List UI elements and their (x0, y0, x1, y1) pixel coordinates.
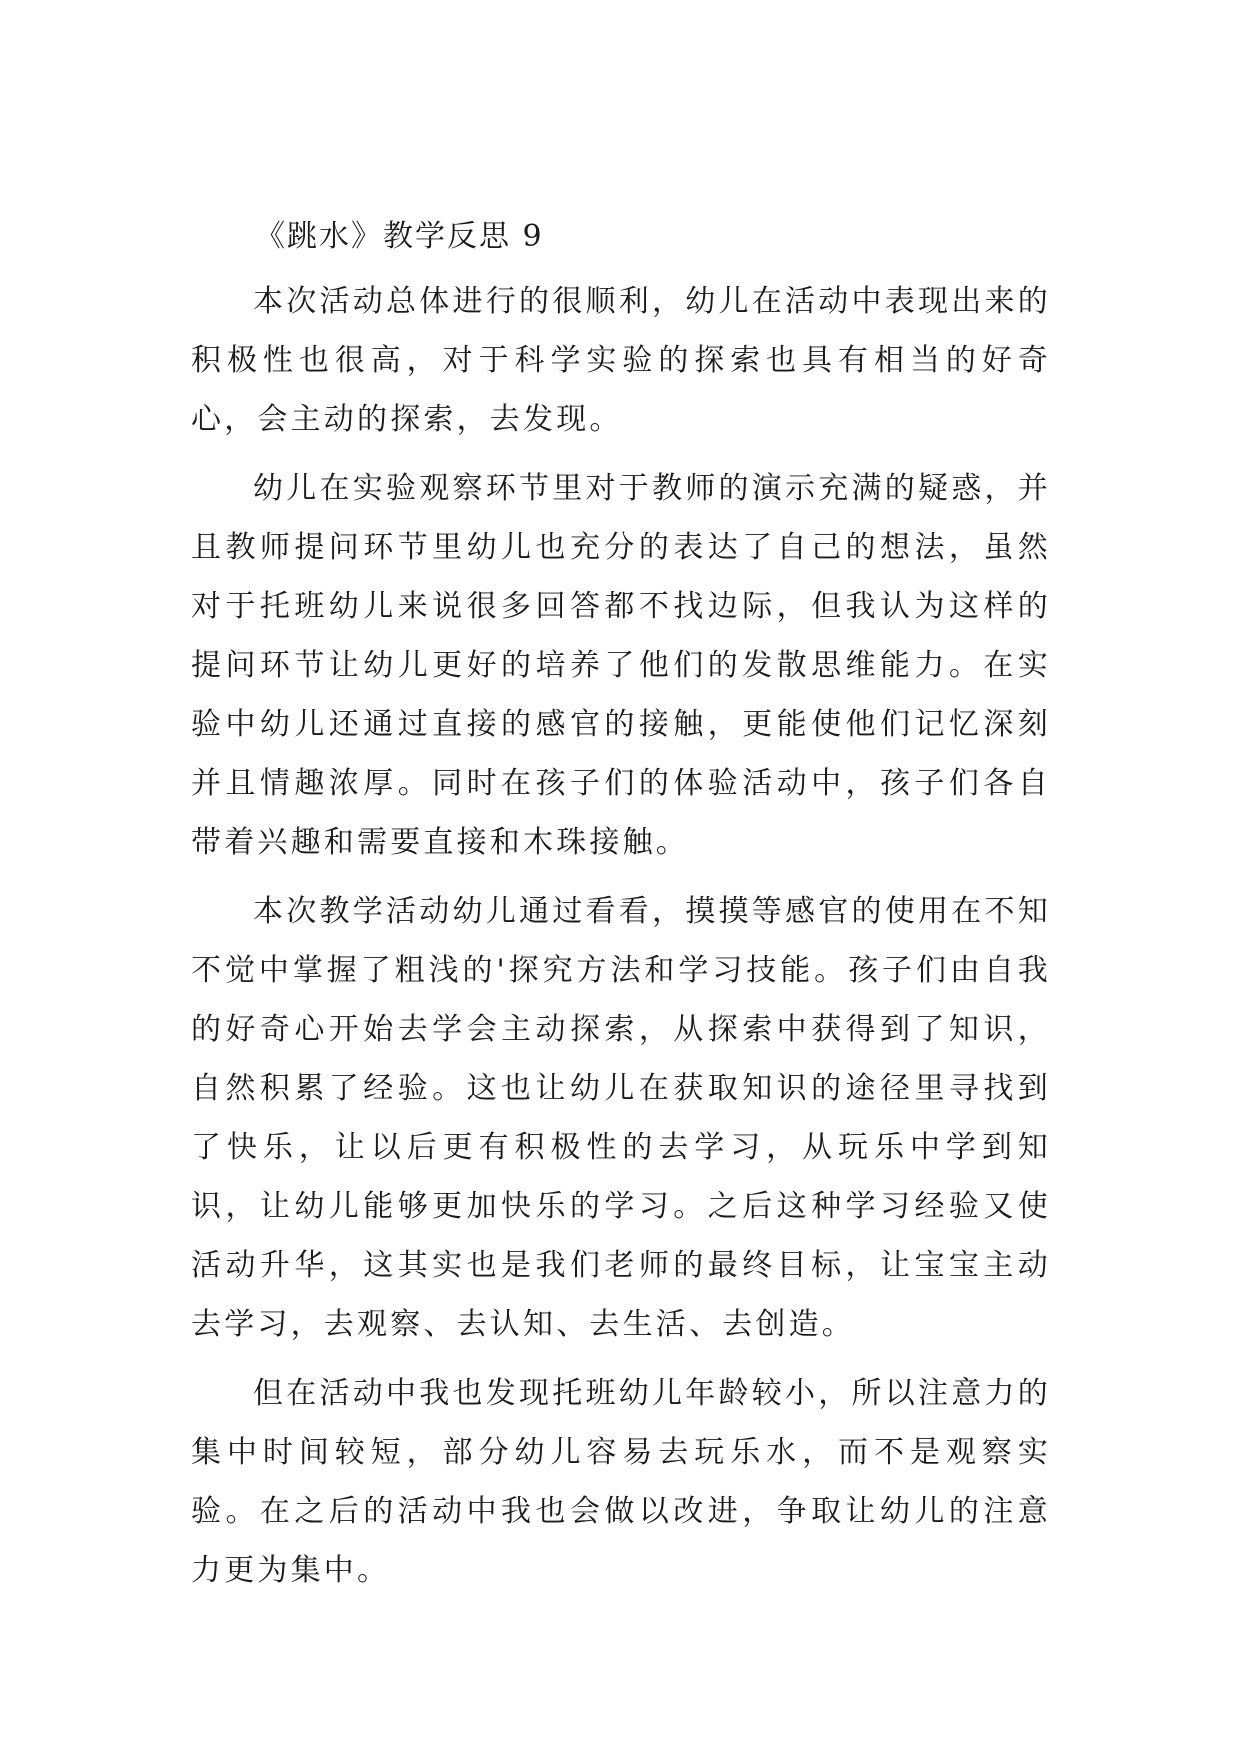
paragraph-4: 但在活动中我也发现托班幼儿年龄较小，所以注意力的集中时间较短，部分幼儿容易去玩乐水，而不是观察实验。在之后的活动中我也会做以改进，争取让幼儿的注意力更为集中。 (191, 1376, 1051, 1588)
document-body (191, 212, 1051, 1610)
document-title: 《跳水》教学反思 9 (255, 219, 544, 254)
paragraph-3: 本次教学活动幼儿通过看看，摸摸等感官的使用在不知不觉中掌握了粗浅的'探究方法和学习技能。孩子们由自我的好奇心开始去学会主动探索，从探索中获得到了知识，自然积累了经验。这也让幼儿在获取知识的途径里寻找到了快乐，让以后更有积极性的去学习，从玩乐中学到知识，让幼儿能够更加快乐的学习。之后这种学习经验又使活动升华，这其实也是我们老师的最终目标，让宝宝主动去学习，去观察、去认知、去生活、去创造。 (191, 894, 1051, 1342)
paragraph-2: 幼儿在实验观察环节里对于教师的演示充满的疑惑，并且教师提问环节里幼儿也充分的表达了自己的想法，虽然对于托班幼儿来说很多回答都不找边际，但我认为这样的提问环节让幼儿更好的培养了他们的发散思维能力。在实验中幼儿还通过直接的感官的接触，更能使他们记忆深刻并且情趣浓厚。同时在孩子们的体验活动中，孩子们各自带着兴趣和需要直接和木珠接触。 (191, 471, 1051, 860)
paragraph-1: 本次活动总体进行的很顺利，幼儿在活动中表现出来的积极性也很高，对于科学实验的探索也具有相当的好奇心，会主动的探索，去发现。 (191, 284, 1051, 437)
